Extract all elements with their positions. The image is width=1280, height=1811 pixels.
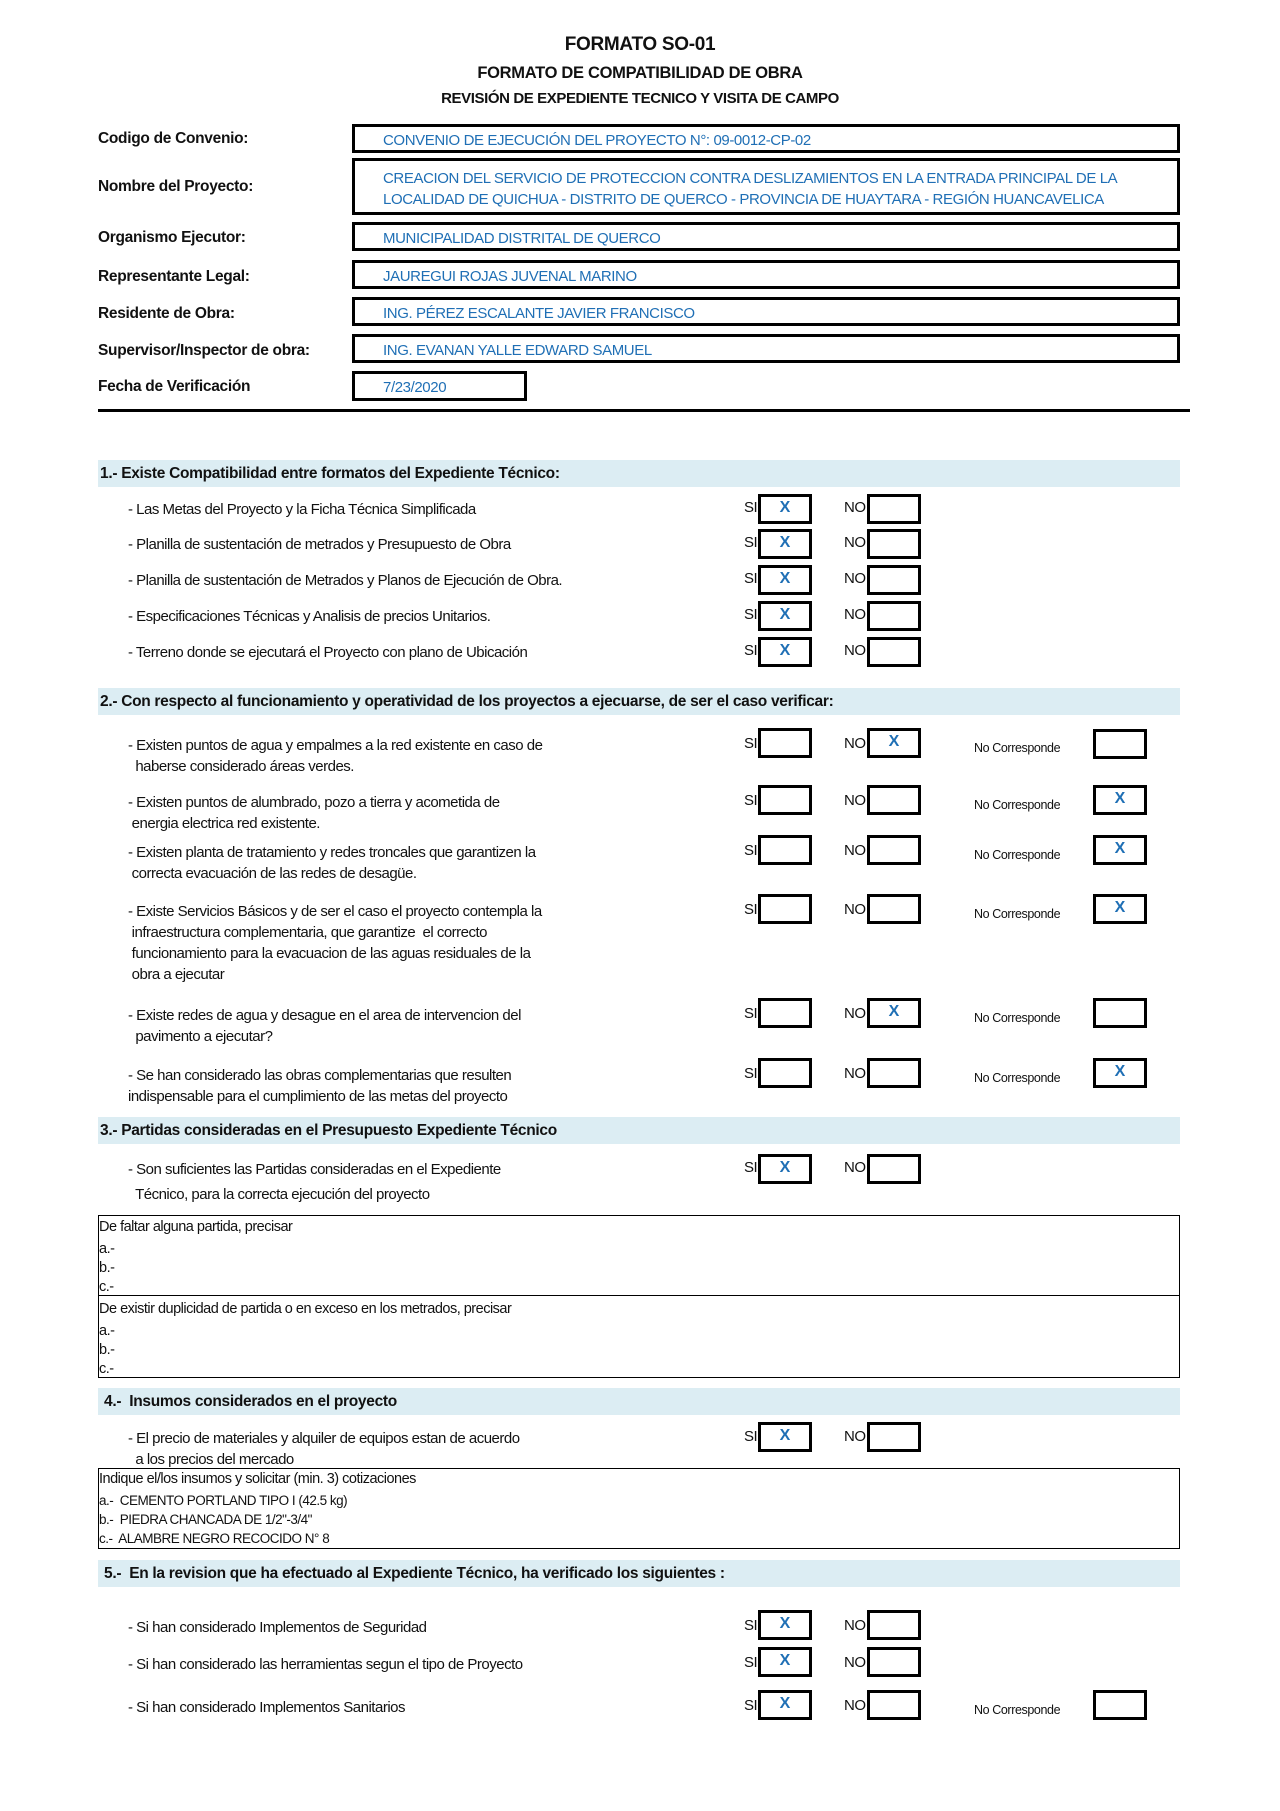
no-label: NO bbox=[844, 1065, 866, 1082]
s1-item-4: - Especificaciones Técnicas y Analisis de precios Unitarios. bbox=[128, 608, 491, 625]
s2-item-1-line-1: - Existen puntos de agua y empalmes a la red existente en caso de bbox=[128, 737, 543, 754]
duplicidad-title: De existir duplicidad de partida o en exceso en los metrados, precisar bbox=[99, 1301, 512, 1317]
si-label: SI bbox=[744, 842, 758, 859]
s2-item-3 bbox=[128, 842, 536, 884]
no-corresponde-label: No Corresponde bbox=[974, 798, 1061, 812]
s2-item-6-si-checkbox[interactable] bbox=[758, 1058, 812, 1088]
si-label: SI bbox=[744, 1654, 758, 1671]
s5-item-3-si-checkbox[interactable]: X bbox=[758, 1690, 812, 1720]
s5-item-1: - Si han considerado Implementos de Seguridad bbox=[128, 1619, 427, 1636]
insumo-a-letter: a.- bbox=[99, 1493, 114, 1508]
si-label: SI bbox=[744, 642, 758, 659]
s1-item-2-no-checkbox[interactable] bbox=[867, 529, 921, 559]
s1-item-2-si-checkbox[interactable]: X bbox=[758, 529, 812, 559]
no-corresponde-label: No Corresponde bbox=[974, 907, 1061, 921]
s2-item-3-nc-checkbox[interactable]: X bbox=[1093, 835, 1147, 865]
insumo-b-value: PIEDRA CHANCADA DE 1/2"-3/4" bbox=[119, 1512, 312, 1527]
representante-field[interactable]: JAUREGUI ROJAS JUVENAL MARINO bbox=[352, 260, 1180, 289]
s3-item-line-1: - Son suficientes las Partidas consideradas en el Expediente bbox=[128, 1161, 501, 1178]
s5-item-3-no-checkbox[interactable] bbox=[867, 1690, 921, 1720]
no-label: NO bbox=[844, 792, 866, 809]
organismo-label: Organismo Ejecutor: bbox=[98, 229, 246, 246]
s5-item-3: - Si han considerado Implementos Sanitarios bbox=[128, 1699, 405, 1716]
s2-item-4 bbox=[128, 901, 542, 985]
s5-item-1-no-checkbox[interactable] bbox=[867, 1610, 921, 1640]
no-label: NO bbox=[844, 1697, 866, 1714]
s4-item bbox=[128, 1428, 520, 1470]
s2-item-4-si-checkbox[interactable] bbox=[758, 894, 812, 924]
si-label: SI bbox=[744, 792, 758, 809]
s3-item bbox=[128, 1159, 501, 1205]
no-label: NO bbox=[844, 534, 866, 551]
s5-item-2-no-checkbox[interactable] bbox=[867, 1647, 921, 1677]
s4-si-checkbox[interactable]: X bbox=[758, 1422, 812, 1452]
s1-item-1-si-checkbox[interactable]: X bbox=[758, 494, 812, 524]
duplicidad-a: a.- bbox=[99, 1323, 115, 1339]
s5-item-3-nc-checkbox[interactable] bbox=[1093, 1690, 1147, 1720]
s3-si-checkbox[interactable]: X bbox=[758, 1154, 812, 1184]
s2-item-4-line-1: - Existe Servicios Básicos y de ser el caso el proyecto contempla la bbox=[128, 903, 542, 920]
nombre-line-1: CREACION DEL SERVICIO DE PROTECCION CONTRA DESLIZAMIENTOS EN LA ENTRADA PRINCIPAL DE LA bbox=[383, 170, 1118, 187]
s2-item-5-no-checkbox[interactable]: X bbox=[867, 998, 921, 1028]
no-label: NO bbox=[844, 1617, 866, 1634]
nombre-line-2: LOCALIDAD DE QUICHUA - DISTRITO DE QUERCO - PROVINCIA DE HUAYTARA - REGIÓN HUANCAVELICA bbox=[383, 191, 1104, 208]
s4-item-line-2: a los precios del mercado bbox=[128, 1451, 294, 1468]
s2-item-1-si-checkbox[interactable] bbox=[758, 728, 812, 758]
s2-item-3-line-1: - Existen planta de tratamiento y redes troncales que garantizen la bbox=[128, 844, 536, 861]
s1-item-5-no-checkbox[interactable] bbox=[867, 637, 921, 667]
no-label: NO bbox=[844, 499, 866, 516]
si-label: SI bbox=[744, 735, 758, 752]
no-corresponde-label: No Corresponde bbox=[974, 741, 1061, 755]
codigo-label: Codigo de Convenio: bbox=[98, 130, 249, 147]
fecha-field[interactable]: 7/23/2020 bbox=[352, 371, 527, 401]
faltar-c: c.- bbox=[99, 1279, 114, 1295]
faltar-partida-title: De faltar alguna partida, precisar bbox=[99, 1219, 293, 1235]
insumo-b bbox=[99, 1512, 312, 1527]
no-label: NO bbox=[844, 606, 866, 623]
insumos-box[interactable] bbox=[98, 1468, 1180, 1549]
form-title: FORMATO DE COMPATIBILIDAD DE OBRA bbox=[477, 64, 803, 82]
s1-item-5-si-checkbox[interactable]: X bbox=[758, 637, 812, 667]
s2-item-2-line-2: energia electrica red existente. bbox=[128, 815, 320, 832]
insumo-a bbox=[99, 1493, 347, 1508]
no-label: NO bbox=[844, 570, 866, 587]
section-3-header: 3.- Partidas consideradas en el Presupuesto Expediente Técnico bbox=[98, 1117, 1180, 1144]
s2-item-2-no-checkbox[interactable] bbox=[867, 785, 921, 815]
s2-item-5-nc-checkbox[interactable] bbox=[1093, 998, 1147, 1028]
s3-no-checkbox[interactable] bbox=[867, 1154, 921, 1184]
fecha-label: Fecha de Verificación bbox=[98, 378, 251, 395]
s2-item-2-si-checkbox[interactable] bbox=[758, 785, 812, 815]
duplicidad-b: b.- bbox=[99, 1342, 115, 1358]
s2-item-6-nc-checkbox[interactable]: X bbox=[1093, 1058, 1147, 1088]
si-label: SI bbox=[744, 499, 758, 516]
faltar-partida-box[interactable] bbox=[98, 1215, 1180, 1296]
s2-item-6-line-2: indispensable para el cumplimiento de las metas del proyecto bbox=[128, 1088, 508, 1105]
insumo-c bbox=[99, 1531, 329, 1546]
s2-item-1-no-checkbox[interactable]: X bbox=[867, 728, 921, 758]
no-label: NO bbox=[844, 642, 866, 659]
section-4-header: 4.- Insumos considerados en el proyecto bbox=[98, 1388, 1180, 1415]
organismo-field[interactable]: MUNICIPALIDAD DISTRITAL DE QUERCO bbox=[352, 222, 1180, 251]
s2-item-4-line-4: obra a ejecutar bbox=[128, 966, 225, 983]
si-label: SI bbox=[744, 1005, 758, 1022]
s2-item-2-nc-checkbox[interactable]: X bbox=[1093, 785, 1147, 815]
s2-item-5-line-1: - Existe redes de agua y desague en el area de intervencion del bbox=[128, 1007, 521, 1024]
insumos-title: Indique el/los insumos y solicitar (min. 3) cotizaciones bbox=[99, 1471, 416, 1487]
s1-item-4-si-checkbox[interactable]: X bbox=[758, 601, 812, 631]
s2-item-2-line-1: - Existen puntos de alumbrado, pozo a tierra y acometida de bbox=[128, 794, 500, 811]
s2-item-5-si-checkbox[interactable] bbox=[758, 998, 812, 1028]
no-label: NO bbox=[844, 1654, 866, 1671]
s2-item-3-no-checkbox[interactable] bbox=[867, 835, 921, 865]
no-label: NO bbox=[844, 901, 866, 918]
supervisor-field[interactable]: ING. EVANAN YALLE EDWARD SAMUEL bbox=[352, 334, 1180, 363]
s2-item-4-line-2: infraestructura complementaria, que garantize el correcto bbox=[128, 924, 488, 941]
s1-item-1: - Las Metas del Proyecto y la Ficha Técnica Simplificada bbox=[128, 501, 476, 518]
duplicidad-partida-box[interactable] bbox=[98, 1295, 1180, 1378]
insumo-b-letter: b.- bbox=[99, 1512, 114, 1527]
s2-item-4-no-checkbox[interactable] bbox=[867, 894, 921, 924]
si-label: SI bbox=[744, 1697, 758, 1714]
s1-item-2: - Planilla de sustentación de metrados y Presupuesto de Obra bbox=[128, 536, 511, 553]
section-2-header: 2.- Con respecto al funcionamiento y operatividad de los proyectos a ejecuarse, de ser el caso verificar: bbox=[98, 688, 1180, 715]
s1-item-3-si-checkbox[interactable]: X bbox=[758, 565, 812, 595]
residente-label: Residente de Obra: bbox=[98, 305, 235, 322]
s1-item-4-no-checkbox[interactable] bbox=[867, 601, 921, 631]
insumo-a-value: CEMENTO PORTLAND TIPO I (42.5 kg) bbox=[119, 1493, 348, 1508]
s2-item-6-no-checkbox[interactable] bbox=[867, 1058, 921, 1088]
s3-item-line-2: Técnico, para la correcta ejecución del proyecto bbox=[128, 1186, 430, 1203]
s2-item-3-line-2: correcta evacuación de las redes de desagüe. bbox=[128, 865, 417, 882]
s5-item-2-si-checkbox[interactable]: X bbox=[758, 1647, 812, 1677]
s1-item-5: - Terreno donde se ejecutará el Proyecto con plano de Ubicación bbox=[128, 644, 528, 661]
s2-item-1-nc-checkbox[interactable] bbox=[1093, 729, 1147, 759]
si-label: SI bbox=[744, 901, 758, 918]
s2-item-4-nc-checkbox[interactable]: X bbox=[1093, 894, 1147, 924]
representante-label: Representante Legal: bbox=[98, 268, 250, 285]
form-subtitle: REVISIÓN DE EXPEDIENTE TECNICO Y VISITA DE CAMPO bbox=[441, 90, 839, 107]
s2-item-1-line-2: haberse considerado áreas verdes. bbox=[128, 758, 354, 775]
si-label: SI bbox=[744, 606, 758, 623]
si-label: SI bbox=[744, 534, 758, 551]
duplicidad-c: c.- bbox=[99, 1361, 114, 1377]
s2-item-4-line-3: funcionamiento para la evacuacion de las aguas residuales de la bbox=[128, 945, 531, 962]
section-5-header: 5.- En la revision que ha efectuado al Expediente Técnico, ha verificado los siguientes : bbox=[98, 1560, 1180, 1587]
s5-item-2: - Si han considerado las herramientas segun el tipo de Proyecto bbox=[128, 1656, 523, 1673]
residente-field[interactable]: ING. PÉREZ ESCALANTE JAVIER FRANCISCO bbox=[352, 297, 1180, 326]
s2-item-3-si-checkbox[interactable] bbox=[758, 835, 812, 865]
faltar-b: b.- bbox=[99, 1260, 115, 1276]
si-label: SI bbox=[744, 1428, 758, 1445]
s1-item-3-no-checkbox[interactable] bbox=[867, 565, 921, 595]
no-label: NO bbox=[844, 1005, 866, 1022]
s1-item-3: - Planilla de sustentación de Metrados y Planos de Ejecución de Obra. bbox=[128, 572, 563, 589]
s4-no-checkbox[interactable] bbox=[867, 1422, 921, 1452]
s2-item-5 bbox=[128, 1005, 521, 1047]
si-label: SI bbox=[744, 1617, 758, 1634]
s5-item-1-si-checkbox[interactable]: X bbox=[758, 1610, 812, 1640]
s2-item-6-line-1: - Se han considerado las obras complementarias que resulten bbox=[128, 1067, 512, 1084]
header-divider bbox=[98, 409, 1190, 412]
s1-item-1-no-checkbox[interactable] bbox=[867, 494, 921, 524]
s2-item-5-line-2: pavimento a ejecutar? bbox=[128, 1028, 273, 1045]
insumo-c-letter: c.- bbox=[99, 1531, 113, 1546]
form-code-title: FORMATO SO-01 bbox=[564, 34, 716, 55]
si-label: SI bbox=[744, 570, 758, 587]
faltar-a: a.- bbox=[99, 1241, 115, 1257]
s2-item-6 bbox=[128, 1065, 511, 1107]
no-label: NO bbox=[844, 1159, 866, 1176]
no-corresponde-label: No Corresponde bbox=[974, 1011, 1061, 1025]
codigo-field[interactable]: CONVENIO DE EJECUCIÓN DEL PROYECTO N°: 09-0012-CP-02 bbox=[352, 124, 1180, 153]
no-label: NO bbox=[844, 1428, 866, 1445]
s2-item-1 bbox=[128, 735, 542, 777]
si-label: SI bbox=[744, 1065, 758, 1082]
no-corresponde-label: No Corresponde bbox=[974, 1703, 1061, 1717]
no-label: NO bbox=[844, 842, 866, 859]
section-1-header: 1.- Existe Compatibilidad entre formatos del Expediente Técnico: bbox=[98, 460, 1180, 487]
s2-item-2 bbox=[128, 792, 500, 834]
s4-item-line-1: - El precio de materiales y alquiler de equipos estan de acuerdo bbox=[128, 1430, 520, 1447]
insumo-c-value: ALAMBRE NEGRO RECOCIDO N° 8 bbox=[118, 1531, 330, 1546]
nombre-field[interactable] bbox=[352, 158, 1180, 215]
no-label: NO bbox=[844, 735, 866, 752]
no-corresponde-label: No Corresponde bbox=[974, 1071, 1061, 1085]
no-corresponde-label: No Corresponde bbox=[974, 848, 1061, 862]
supervisor-label: Supervisor/Inspector de obra: bbox=[98, 342, 310, 359]
nombre-label: Nombre del Proyecto: bbox=[98, 178, 254, 195]
si-label: SI bbox=[744, 1159, 758, 1176]
